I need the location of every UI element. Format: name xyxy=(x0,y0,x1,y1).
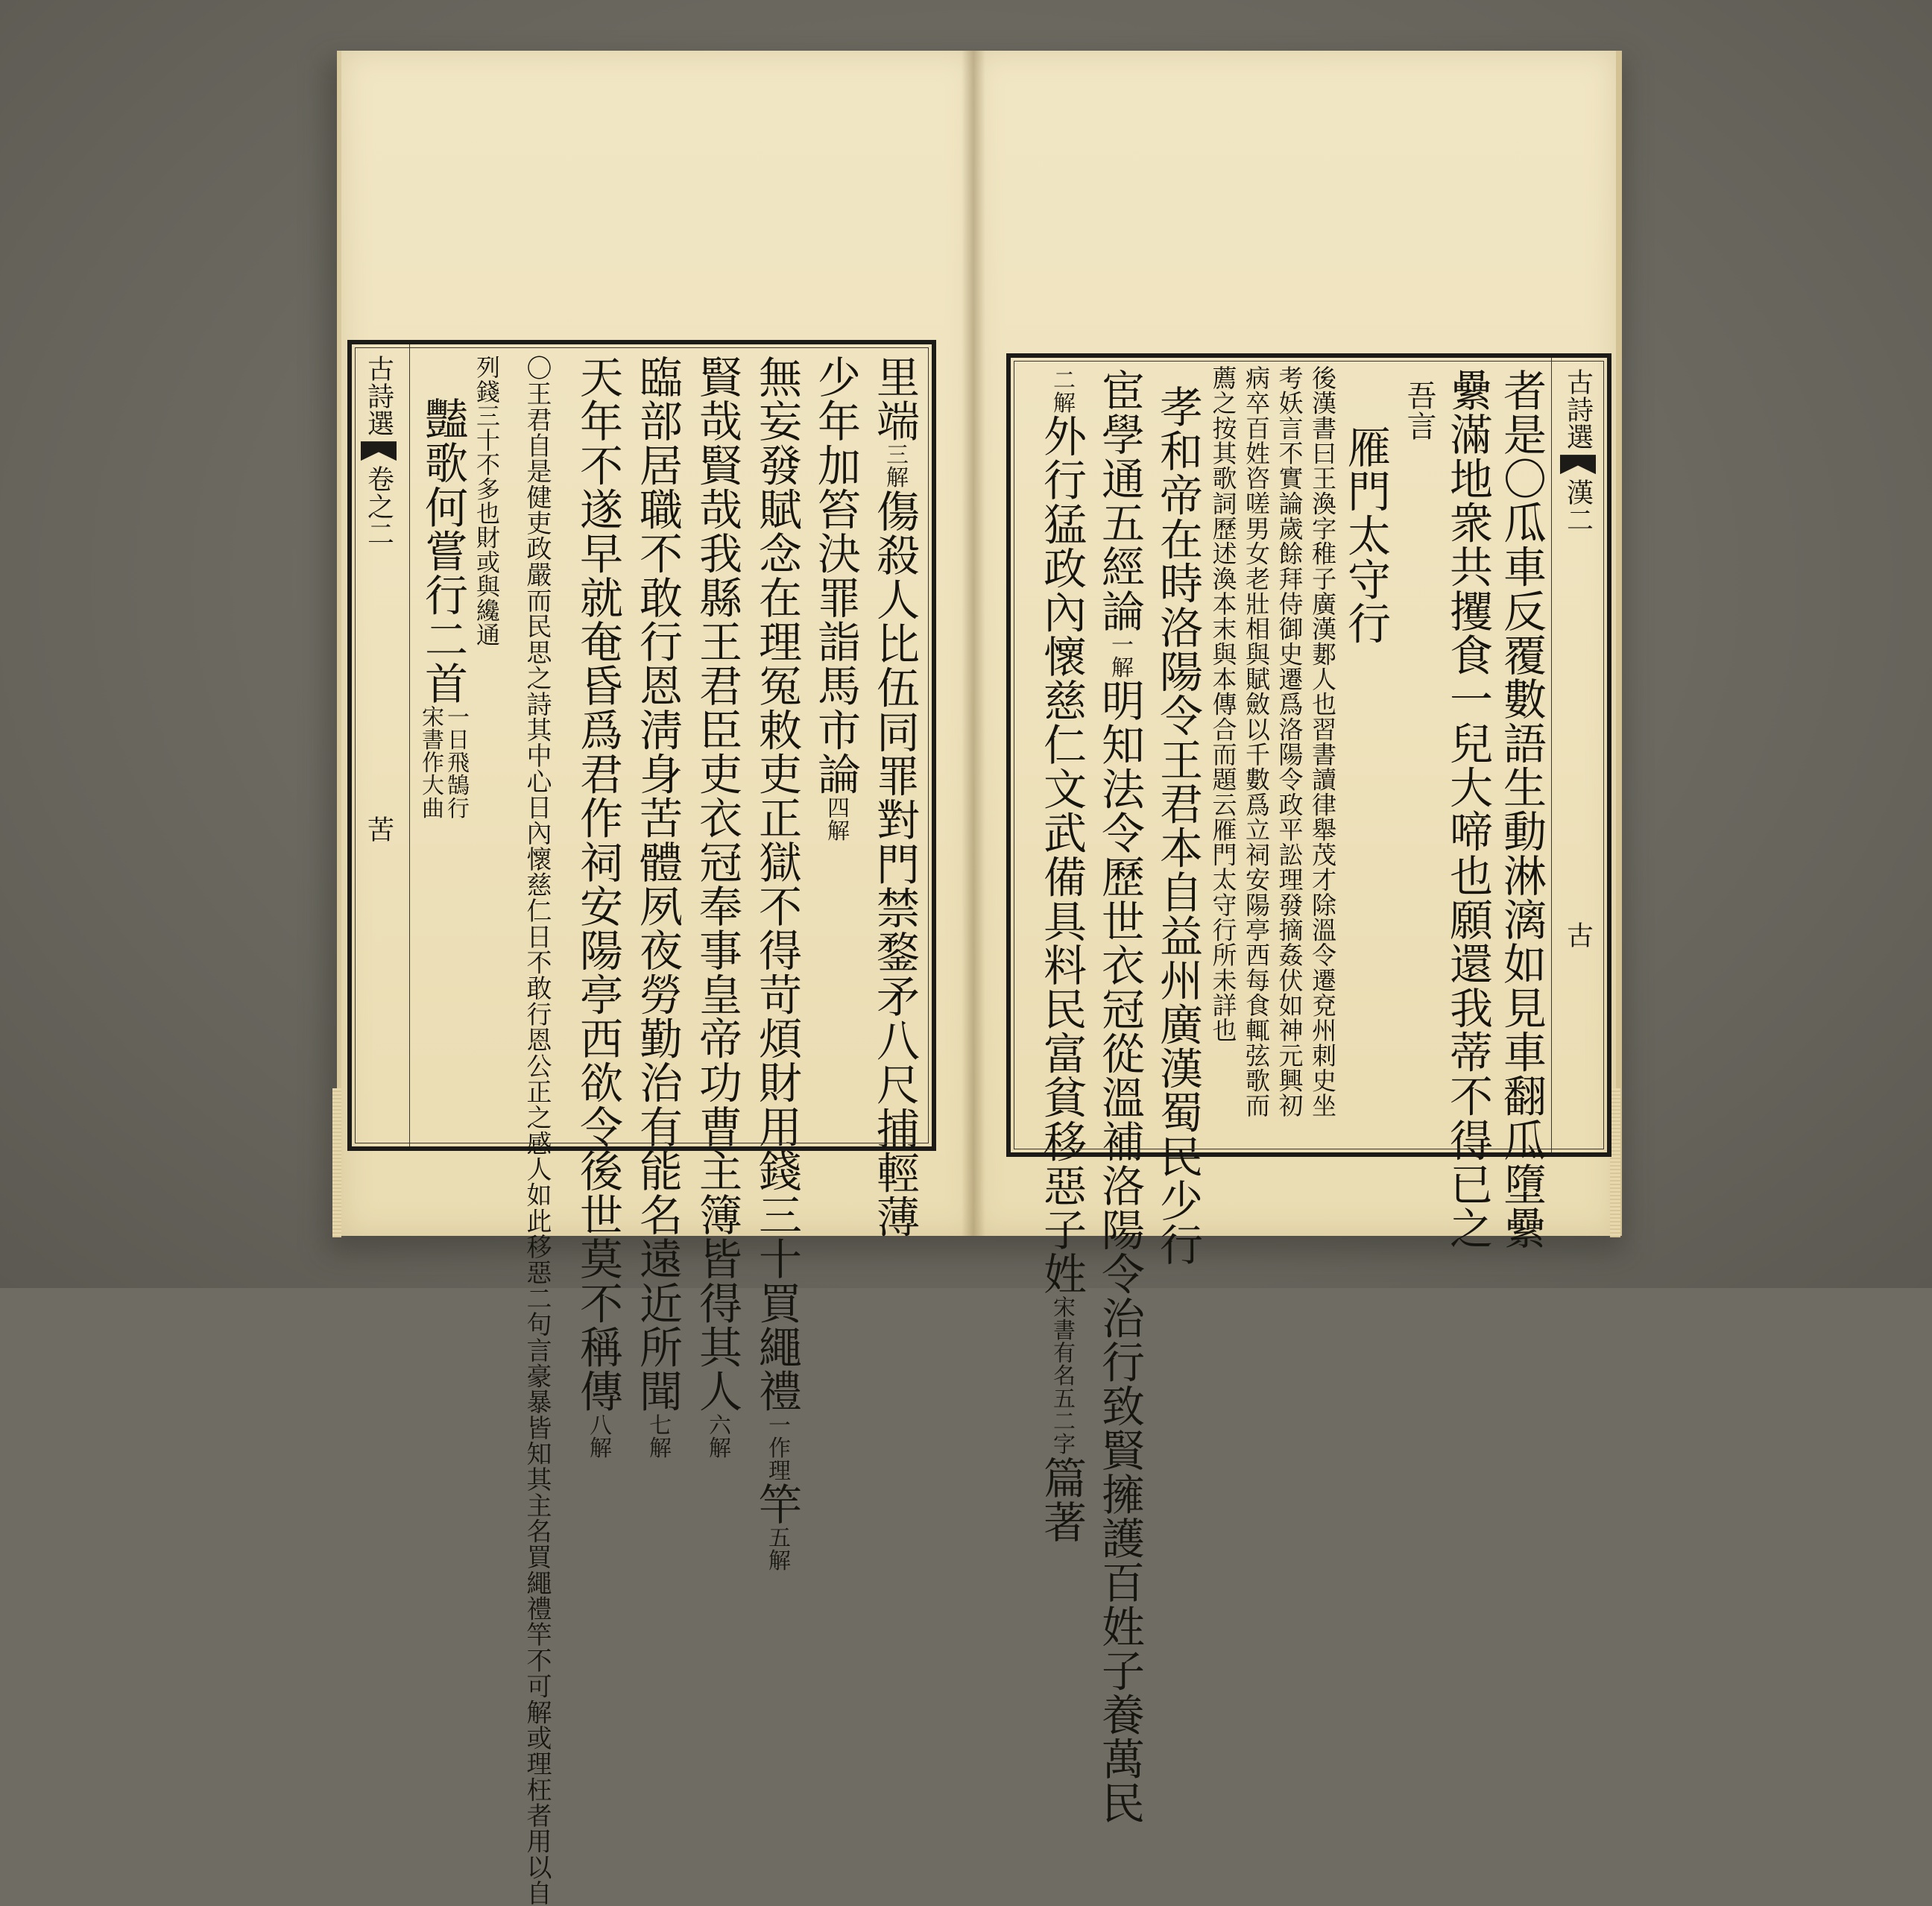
fishtail-mark-icon xyxy=(361,441,397,461)
fishtail-mark-icon xyxy=(1560,455,1596,474)
annotation: 八解 xyxy=(585,1413,611,1460)
volume-label: 卷之二 xyxy=(363,465,394,548)
left-col-commentary xyxy=(510,344,564,1906)
left-page-edge xyxy=(332,1088,341,1237)
annotation: 吾 xyxy=(1402,380,1436,411)
poem-title: 豔歌何嘗行二首 xyxy=(417,397,468,706)
commentary-text: 〇王君自是健吏政嚴而民思之詩其中心日內懷慈仁日不敢行恩公正之感人如此移惡二句言豪暴皆知其主名買繩禮竿不可解或理枉者用以自 xyxy=(522,355,552,1906)
poem-title: 雁門太守行 xyxy=(1340,425,1391,646)
left-text-block xyxy=(347,340,936,1906)
main-text: 宦學通五經論 xyxy=(1094,368,1145,633)
right-col-poem-title xyxy=(1337,358,1394,1152)
right-col-5 xyxy=(1093,358,1146,1825)
right-page-edge xyxy=(1610,1088,1620,1237)
left-margin-column xyxy=(352,344,405,1146)
right-col-1 xyxy=(1495,358,1547,1251)
margin-rule xyxy=(409,344,411,1146)
main-text: 纍滿地衆共攫食一兒大啼也願還我蒂不得已之 xyxy=(1442,368,1493,1251)
book-title: 古詩選 xyxy=(1562,368,1594,451)
main-text: 臨部居職不敢行恩淸身苦體夙夜勞勤治有能名遠近所聞 xyxy=(632,355,683,1413)
right-col-2 xyxy=(1442,358,1494,1251)
left-col-6 xyxy=(571,344,625,1460)
intro-commentary: 後漢書曰王渙字稚子廣漢郪人也習書讀律舉茂才除溫令遷兗州刺史坐考妖言不實論歲餘拜侍御史遷爲洛陽令政平訟理發摘姦伏如神元興初病卒百姓咨嗟男女老壯相與賦斂以千數爲立祠安陽亭西每食輒弦歌而薦之按其歌詞歷述渙本末與本傳合而題云雁門太守行所未詳也 xyxy=(1208,365,1338,1118)
annotation: 宋書作大曲 xyxy=(417,705,443,820)
right-col-6 xyxy=(1035,358,1088,1544)
main-text: 言 xyxy=(1402,410,1436,441)
main-text: 無妄發賦念在理冤敕吏正獄不得苛煩財用錢三十買繩禮 xyxy=(751,355,802,1413)
right-text-block xyxy=(1006,353,1611,1825)
main-text: 篇著 xyxy=(1036,1455,1087,1544)
right-col-4 xyxy=(1151,358,1205,1267)
left-col-1 xyxy=(868,344,921,1239)
main-text: 賢哉賢哉我縣王君臣吏衣冠奉事皇帝功曹主簿皆得其人 xyxy=(692,355,742,1413)
annotation: 一作理 xyxy=(764,1413,790,1482)
annotation: 二解 xyxy=(1049,368,1075,414)
page-number: 苦 xyxy=(363,815,394,844)
right-col-intro-note xyxy=(1209,358,1336,1152)
main-text: 者是〇瓜車反覆數語生動淋漓如見車翻瓜墮纍 xyxy=(1496,368,1547,1251)
main-text: 里端 xyxy=(869,355,920,444)
annotation: 宋書有名五二字 xyxy=(1049,1296,1075,1456)
main-text: 竿 xyxy=(751,1481,802,1526)
dynasty-label: 漢二 xyxy=(1562,479,1594,534)
annotation: 三解 xyxy=(882,443,908,489)
main-text: 少年加笞決罪詣馬市論 xyxy=(810,355,861,796)
main-text: 孝和帝在時洛陽令王君本自益州廣漢蜀民少行 xyxy=(1152,385,1203,1267)
annotation: 一日飛鵠行 xyxy=(443,705,469,820)
left-col-5 xyxy=(631,344,684,1460)
book-gutter xyxy=(962,51,985,1236)
left-col-4 xyxy=(690,344,744,1460)
main-text: 外行猛政內懷慈仁文武備具料民富貧移惡子姓 xyxy=(1036,414,1087,1296)
left-col-next-poem xyxy=(417,344,468,1146)
annotation: 五解 xyxy=(764,1525,790,1572)
left-col-commentary-2 xyxy=(470,344,504,1146)
left-col-3 xyxy=(750,344,804,1572)
annotation: 七解 xyxy=(645,1413,671,1460)
page-number: 古 xyxy=(1562,921,1594,949)
margin-rule xyxy=(1551,358,1553,1152)
main-text: 傷殺人比伍同罪對門禁鍪矛八尺捕輕薄 xyxy=(869,488,920,1239)
main-text: 明知法令歷世衣冠從溫補洛陽令治行致賢擁護百姓子養萬民 xyxy=(1094,678,1145,1825)
left-col-2 xyxy=(808,344,863,1146)
annotation: 六解 xyxy=(704,1413,730,1460)
right-col-3 xyxy=(1397,358,1442,1152)
right-margin-column xyxy=(1553,358,1603,1152)
annotation: 一解 xyxy=(1107,632,1133,679)
annotation: 四解 xyxy=(823,795,849,842)
main-text: 天年不遂早就奄昏爲君作祠安陽亭西欲令後世莫不稱傳 xyxy=(572,355,623,1413)
commentary-text: 列錢三十不多也財或與纔通 xyxy=(473,355,501,647)
book-title: 古詩選 xyxy=(363,355,394,438)
